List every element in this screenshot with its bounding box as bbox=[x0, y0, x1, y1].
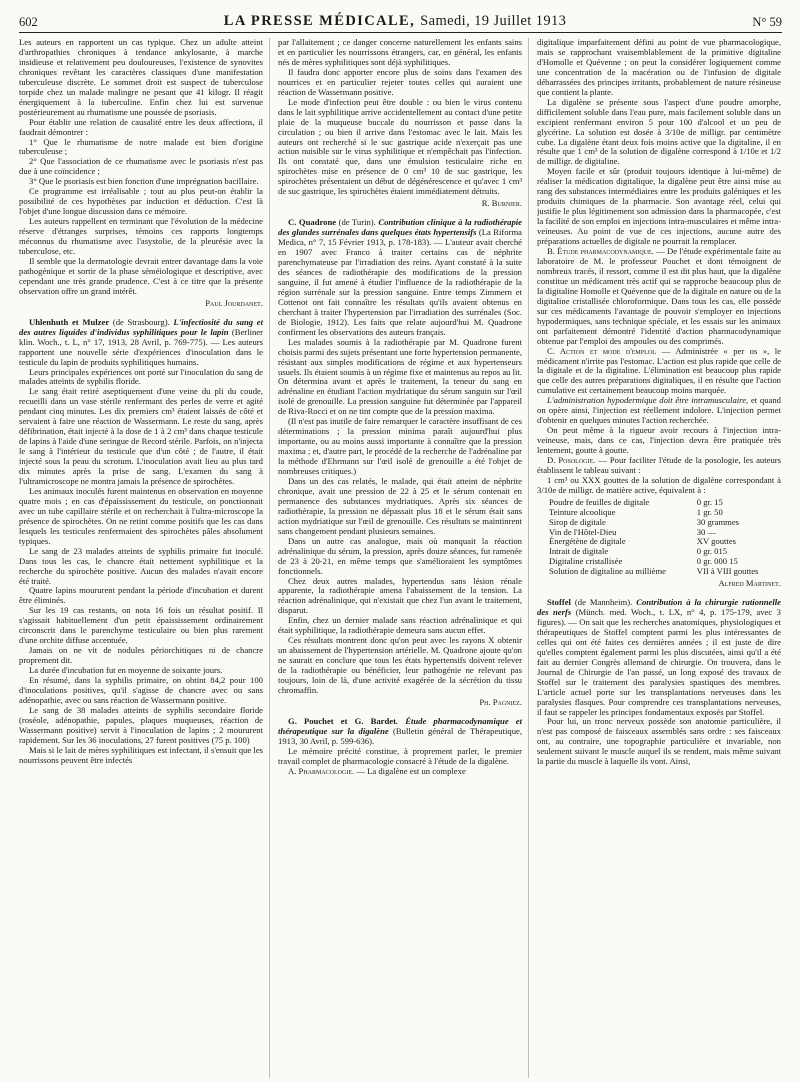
table-cell-quantity: VII à VIII gouttes bbox=[696, 566, 759, 577]
paragraph: Le sang était retiré aseptiquement d'une veine du pli du coude, recueilli dans un vase stérile renfermant des perles de verre et agité pendant cinq minutes. Les dix premiers cm³ étaient laissés de côté et servaient à faire une réaction de Wassermann. Le reste du sang, après défibrination, était injecté à la dose de 1 à 2 cm³ dans chaque testicule de lapins à l'aide d'une seringue de Record stérile. Parfois, on n'injecta le sang à l'intérieur du testicule que d'un côté ; de l'autre, il était injecté sous la peau du scrotum. L'inoculation avait lieu au plus tard dix minutes après la prise de sang. L'examen du sang à l'ultramicroscope ne montra jamais la présence de spirochètes. bbox=[19, 386, 263, 486]
paragraph: 1° Que le rhumatisme de notre malade est bien d'origine tuberculeuse ; bbox=[19, 136, 263, 157]
article-place: (de Mannheim). bbox=[570, 597, 637, 608]
table-cell-quantity: 0 gr. 000 15 bbox=[696, 556, 738, 567]
paragraph: Le sang de 23 malades atteints de syphilis primaire fut inoculé. Dans tous les cas, le chancre était nettement syphilitique et la recherche du spirochète positive. Aucun des malades n'avait encore été traité. bbox=[19, 545, 263, 586]
article-reference: (Berliner klin. Woch., t. L, n° 17, 1913, 28 Avril, p. 769-775). — Les auteurs rapportent une nouvelle série d'expériences d'inoculation dans le testicule du lapin de produits syphilitiques humains. bbox=[19, 326, 263, 367]
article-reference: (Bulletin général de Thérapeutique, 1913, 30 Avril, p. 599-636). bbox=[278, 725, 522, 746]
column-1 bbox=[19, 38, 270, 1078]
paragraph: 1 cm³ ou XXX gouttes de la solution de digalène correspondant à 3/10e de milligr. de matière active, équivalent à : bbox=[537, 474, 781, 495]
table-cell-quantity: 0 gr. 015 bbox=[696, 546, 728, 557]
paragraph bbox=[537, 347, 781, 397]
paragraph: 2° Que l'association de ce rhumatisme avec le psoriasis n'est pas due à une coïncidence ; bbox=[19, 156, 263, 177]
paragraph: Le mode d'infection peut être double : ou bien le virus contenu dans le lait syphilitique arrive accidentellement au contact d'une petite plaie de la muqueuse buccale du nourrisson et passe dans la circulation ; ou bien il arrive dans l'estomac avec le lait. Mais les auteurs ont recherché si le suc gastrique acide n'exerçait pas une action nuisible sur le virus syphilitique et n'empêchait pas l'infection. Ils ont constaté que, dans une émulsion testiculaire riche en spirochètes mise en présence de 0 cm³ 10 de suc gastrique, les spirochètes présentaient un début de dégénérescence et qu'avec 1 cm³ de suc gastrique, les spirochètes étaient immédiatement détruits. bbox=[278, 96, 522, 197]
article-reference: (La Riforma Medica, n° 7, 15 Février 1913, p. 178-183). — L'auteur avait cherché en 1907 avec Franco à traiter certains cas de néphrite parenchymateuse par l'irradiation des reins. Ayant constaté à la suite des séances de radiothérapie des modifications de la pression sanguine, il fut amené à étudier l'influence de la radiothérapie de la région surrénale sur la pression sanguine. Entre temps Zimmern et Cottenot ont fait connaître les résultats qu'ils avaient obtenus en cherchant à traiter l'hypertension par l'irradiation des surrénales (Soc. de Biologie, 1912). Les faits que relate aujourd'hui M. Quadrone confirment les observations des auteurs français. bbox=[278, 227, 522, 337]
section-text: — Pour faciliter l'étude de la posologie, les auteurs établissent le tableau suivant : bbox=[537, 455, 781, 475]
table-cell-item: Poudre de feuilles de digitale bbox=[549, 496, 650, 507]
paragraph: Dans un des cas relatés, le malade, qui était atteint de néphrite chronique, avait une pression de 22 à 25 et le sérum contenait en permanence des substances mydriatiques. Après six séances de radiothérapie, la pression ne dépassait plus 18 et le sérum était sans action mydriatique sur l'œil de grenouille. Ces résultats se maintinrent sans changement pendant plusieurs semaines. bbox=[278, 475, 522, 536]
table-cell-quantity: 30 — bbox=[696, 526, 717, 537]
dosage-table bbox=[549, 498, 773, 577]
paragraph: On peut même à la rigueur avoir recours à l'injection intra-veineuse, mais, dans ce cas, l'injection devra être pratiquée très lentement, goutte à goutte. bbox=[537, 425, 781, 456]
paragraph: Chez deux autres malades, hypertendus sans lésion rénale apparente, la radiothérapie amena l'abaissement de la tension. La réaction adrénalinique, qui n'existait que chez l'un avant le traitement, disparut. bbox=[278, 575, 522, 616]
article-title: Contribution clinique à la radiothérapie des glandes surrénales dans quelques états hypertensifs bbox=[278, 217, 522, 238]
table-cell-item: Solution de digitaline au millième bbox=[549, 566, 666, 577]
section-lead: C. Action et mode d'emploi. bbox=[547, 345, 657, 356]
article-reference: (Münch. med. Woch., t. LX, n° 4, p. 175-179, avec 3 figures). — On sait que les recherches anatomiques, physiologiques et thérapeutiques de Stoffel comptent parmi les plus intéressantes de celles qui ont été faites ces dernières années ; il est juste de dire qu'elles comptent également parmi les plus discutées, ainsi qu'il a été fait au dernier Congrès allemand de chirurgie. On trouvera, dans le Journal de Chirurgie de l'an passé, un long exposé des travaux de Stoffel sur le traitement des paralysies spastiques des membres. L'article actuel porte sur les transplantations nerveuses dans les paralysies flasques. Pour comprendre ces transplantations nerveuses, il faut se rappeler les principes fondamentaux exposés par Stoffel. bbox=[537, 607, 781, 717]
article-heading bbox=[537, 598, 781, 717]
paragraph: Les auteurs rappellent en terminant que l'évolution de la médecine réserve d'étranges surprises, témoins ces rapports longtemps méconnus du rhumatisme avec l'asystolie, de la pleurésie avec la tuberculose, etc. bbox=[19, 216, 263, 257]
paragraph: Moyen facile et sûr (produit toujours identique à lui-même) de réaliser la médication digitalique, la digalène peut être ainsi mise au rang des substances intermédiaires entre les produits galéniques et les produits chimiques de la pharmacie. Son avantage réel, celui qui justifie le plus légitimement son admission dans la pharmacopée, c'est la facilité de son emploi en injections intra-musculaires et même intra-veineuses. Au point de vue de ces injections, aucune autre des préparations actuelles de digitale ne pourrait la remplacer. bbox=[537, 166, 781, 247]
paragraph: Jamais on ne vit de nodules périorchitiques ni de chancre proprement dit. bbox=[19, 645, 263, 666]
signature: R. Burnier. bbox=[481, 198, 522, 209]
column-3 bbox=[537, 38, 781, 1078]
article-place: (de Turin). bbox=[336, 217, 379, 228]
article-place: (de Strasbourg). bbox=[109, 316, 174, 327]
article-title: Contribution à la chirurgie rationnelle des nerfs bbox=[537, 597, 781, 617]
article-authors: Stoffel bbox=[547, 597, 571, 608]
table-cell-item: Teinture alcoolique bbox=[549, 506, 616, 517]
paragraph: Pour lui, un tronc nerveux possède son anatomie particulière, il n'est pas composé de faisceaux assemblés sans ordre : ses faisceaux ont, au contraire, une topographie particulière et invariable, non seulement suivant le muscle auquel ils se rendent, mais même suivant la partie du muscle à laquelle ils vont. Ainsi, bbox=[537, 716, 781, 767]
paragraph bbox=[537, 396, 781, 426]
paragraph: Le sang de 38 malades atteints de syphilis secondaire floride (roséole, adénopathie, papules, plaques muqueuses, réaction de Wassermann positive) servit à l'inoculation de lapins ; 2 moururent rapidement. Sur les 36 inoculations, 27 furent positives (75 p. 100) bbox=[19, 704, 263, 745]
issue-date: Samedi, 19 Juillet 1913 bbox=[420, 13, 567, 29]
paragraph: Sur les 19 cas restants, on nota 16 fois un résultat positif. Il s'agissait habituellement d'un petit épaississement ordinairement circonscrit dans le parenchyme testiculaire ou bien plus rarement d'une orchite diffuse accentuée. bbox=[19, 605, 263, 646]
section-text: et quand on opère ainsi, l'injection est réellement indolore. L'injection permet d'obtenir en quelques minutes l'action recherchée. bbox=[537, 395, 781, 426]
paragraph: Leurs principales expériences ont porté sur l'inoculation du sang de malades atteints de syphilis floride. bbox=[19, 366, 263, 387]
section-lead: A. Pharmacologie. bbox=[288, 765, 355, 776]
article-authors: Uhlenhuth et Mulzer bbox=[29, 316, 110, 327]
article-heading bbox=[278, 218, 522, 337]
table-cell-quantity: 0 gr. 15 bbox=[696, 496, 723, 507]
table-cell-quantity: 1 gr. 50 bbox=[696, 506, 723, 517]
section-lead: B. Étude pharmacodynamique. bbox=[547, 246, 654, 257]
section-text: — De l'étude expérimentale faite au laboratoire de M. le professeur Pouchet et dont témoignent de nombreux tracés, il ressort, comme il est dit plus haut, que la digalène constitue un médicament très actif qui se rapproche beaucoup plus de la digitaline Homolle et Quévenne que de la digitale en nature ou de la digitaline cristallisée chloroformique. Dans tous les cas, elle possède sur ces médicaments l'avantage de pouvoir s'employer en injections hypodermiques, sans technique spéciale, et les essais sur les animaux ont parfaitement démontré l'identité d'action pharmacodynamique obtenue par l'emploi des ampoules ou des comprimés. bbox=[537, 246, 781, 346]
section-text: — Administrée « per os », le médicament n'irrite pas l'estomac. L'action est plus rapide que celle de la digitale et de la digitaline. L'élimination est beaucoup plus rapide que celle des autres préparations digitaliques, il en résulte que l'action cumulative est certainement beaucoup moins marquée. bbox=[537, 345, 781, 396]
article-title: . Étude pharmacodynamique et thérapeutique sur la digalène bbox=[278, 715, 522, 736]
section-text: — La digalène est un complexe bbox=[354, 765, 466, 776]
paragraph bbox=[537, 456, 781, 476]
paragraph: En résumé, dans la syphilis primaire, on obtint 84,2 pour 100 d'inoculations positives, qu'il s'agisse de chancre avec ou sans adénopathie, avec ou sans réaction de Wassermann positive. bbox=[19, 675, 263, 705]
article-heading bbox=[278, 717, 522, 747]
paragraph: Enfin, chez un dernier malade sans réaction adrénalinique et qui était syphilitique, la radiothérapie demeura sans aucun effet. bbox=[278, 615, 522, 636]
paragraph: Dans un autre cas analogue, mais où manquait la réaction adrénalinique du sérum, la pression, après douze séances, fut ramenée de 23 à 20-21, en même temps que s'amélioraient les symptômes fonctionnels. bbox=[278, 535, 522, 576]
table-cell-item: Énergétène de digitale bbox=[549, 536, 626, 547]
table-cell-item: Digitaline cristallisée bbox=[549, 556, 623, 567]
signature: Paul Jourdanet. bbox=[205, 297, 263, 308]
column-2 bbox=[278, 38, 529, 1078]
paragraph: Ces résultats montrent donc qu'on peut avec les rayons X obtenir un abaissement de l'hypertension artérielle. M. Quadrone ajoute qu'on ne saurait en conclure que tous les états hypertensifs doivent relever de la radiothérapie ou bénéficier, leur pathogénie ne relevant pas toujours, loin de là, d'une activité exagérée de la sécrétion du tissu chromaffin. bbox=[278, 635, 522, 695]
article-title: L'infectiosité du sang et des autres liquides d'individus syphilitiques pour le lapin bbox=[19, 316, 263, 337]
article-authors: G. Pouchet et G. Bardet bbox=[288, 715, 396, 726]
paragraph: La durée d'incubation fut en moyenne de soixante jours. bbox=[29, 665, 223, 676]
table-cell-quantity: 30 grammes bbox=[696, 516, 739, 527]
journal-name: LA PRESSE MÉDICALE, bbox=[223, 13, 416, 29]
signature: Ph. Pagniez. bbox=[479, 696, 522, 707]
journal-title bbox=[224, 13, 567, 30]
italic-lead: L'administration hypodermique doit être intramusculaire, bbox=[547, 395, 749, 406]
paragraph: Les animaux inoculés furent maintenus en observation en moyenne quatre mois ; en cas d'épaississement du testicule, on ponctionnait avec un tube capillaire stérile et on recherchait à l'ultra-microscope la présence de spirochètes. On ne retint comme positifs que les cas dans lesquels les testicules renfermaient des spirochètes pâles absolument typiques. bbox=[19, 485, 263, 546]
paragraph: La digalène se présente sous l'aspect d'une poudre amorphe, difficilement soluble dans l'eau pure, mais facilement soluble dans un excipient renfermant environ 5 pour 100 d'alcool et un peu de glycérine. La solution est dosée à 3/10e de milligr. par centimètre cube. La digalène étant deux fois moins active que la digitaline, il en résulte que 1 cm³ de la solution de digalène correspond à 1/10e et 1/2 de milligr. de digitaline. bbox=[537, 96, 781, 167]
paragraph: Ce programme est irréalisable ; tout au plus peut-on établir la possibilité de ces hypothèses par induction et déduction. C'est là l'objet d'une longue discussion dans ce mémoire. bbox=[19, 186, 263, 217]
table-cell-item: Sirop de digitale bbox=[549, 516, 606, 527]
paragraph: Il semble que la dermatologie devrait entrer davantage dans la voie pathogénique et sortir de la phase séméiologique et descriptive, avec cependant une très grande prudence. C'est à ce titre que la présente observation offre un grand intérêt. bbox=[19, 255, 263, 296]
table-row bbox=[549, 567, 773, 577]
paragraph: Les auteurs en rapportent un cas typique. Chez un adulte atteint d'arthropathies chroniques à tendance ankylosante, à marche insidieuse et relativement peu douloureuses, l'existence de synovites chroniques revêtant les caractères classiques d'une manifestation tuberculeuse discrète. Le sommet droit est suspect de tuberculose torpide chez un malade malingre ne pesant que 41 kilogr. Il réagit énergiquement à la tuberculine. Enfin chez lui est survenue postérieurement au rhumatisme une poussée de psoriasis. bbox=[19, 38, 263, 117]
paragraph: Quatre lapins moururent pendant la période d'incubation et durent être éliminés. bbox=[19, 585, 263, 606]
paragraph: Mais si le lait de mères syphilitiques est infectant, il s'ensuit que les nourrissons peuvent être infectés bbox=[19, 744, 263, 765]
table-cell-item: Vin de l'Hôtel-Dieu bbox=[549, 526, 617, 537]
table-cell-quantity: XV gouttes bbox=[696, 536, 736, 547]
article-authors: C. Quadrone bbox=[288, 217, 337, 228]
paragraph: Les malades soumis à la radiothérapie par M. Quadrone furent choisis parmi des sujets présentant une forte hypertension permanente, résistant aux simples modifications de régime et aux hypertenseurs usuels. Ils étaient soumis à un régime fixe et maintenus au repos au lit. On détermina avant et après le traitement, la teneur du sang en adrénaline en étudiant l'action mydriatique du sérum sanguin sur l'œil isolé de grenouille. La pression sanguine fut déterminée par l'appareil de Riva-Rocci et on ne tint compte que de la pression maxima. bbox=[278, 336, 522, 417]
article-heading bbox=[19, 318, 263, 368]
paragraph: 3° Que le psoriasis est bien fonction d'une imprégnation bacillaire. bbox=[29, 176, 259, 187]
table-cell-item: Intrait de digitale bbox=[549, 546, 609, 557]
page-number: 602 bbox=[19, 15, 38, 29]
paragraph bbox=[278, 767, 522, 777]
paragraph: Pour établir une relation de causalité entre les deux affections, il faudrait démontrer : bbox=[19, 116, 263, 137]
paragraph: Il faudra donc apporter encore plus de soins dans l'examen des nourrices et en particulier rejeter toutes celles qui auraient une réaction de Wassermann positive. bbox=[278, 66, 522, 97]
signature: Alfred Martinet. bbox=[718, 578, 781, 589]
paragraph bbox=[537, 247, 781, 347]
paragraph: (Il n'est pas inutile de faire remarquer le caractère insuffisant de ces déterminations ; la pression minima paraît aujourd'hui plus importante, ou au moins aussi importante à connaître que la pression maxima ; et, d'autre part, le procédé de la recherche de l'adrénaline par la méthode d'Ehrmann sur l'œil isolé de grenouille a été l'objet de nombreuses critiques.) bbox=[278, 416, 522, 477]
paragraph: Le mémoire précité constitue, à proprement parler, le premier travail complet de pharmacologie consacré à l'étude de la digalène. bbox=[278, 745, 522, 766]
paragraph: par l'allaitement ; ce danger concerne naturellement les enfants sains et en particulier les nourrissons étrangers, car, en général, les enfants nés de mères syphilitiques sont déjà syphilitiques. bbox=[278, 38, 522, 67]
running-header bbox=[19, 8, 782, 33]
paragraph: digitalique imparfaitement défini au point de vue pharmacologique, mais se rapprochant vraisemblablement de la primitive digitaline d'Homolle et Quévenne ; on peut la considérer logiquement comme une concentration de la macération ou de l'infusion de digitale débarrassées des principes irritants, probablement de nature résineuse que contient la plante. bbox=[537, 38, 781, 97]
section-lead: D. Posologie. bbox=[547, 455, 596, 466]
issue-number: N° 59 bbox=[752, 15, 782, 29]
text-columns bbox=[19, 38, 782, 1078]
